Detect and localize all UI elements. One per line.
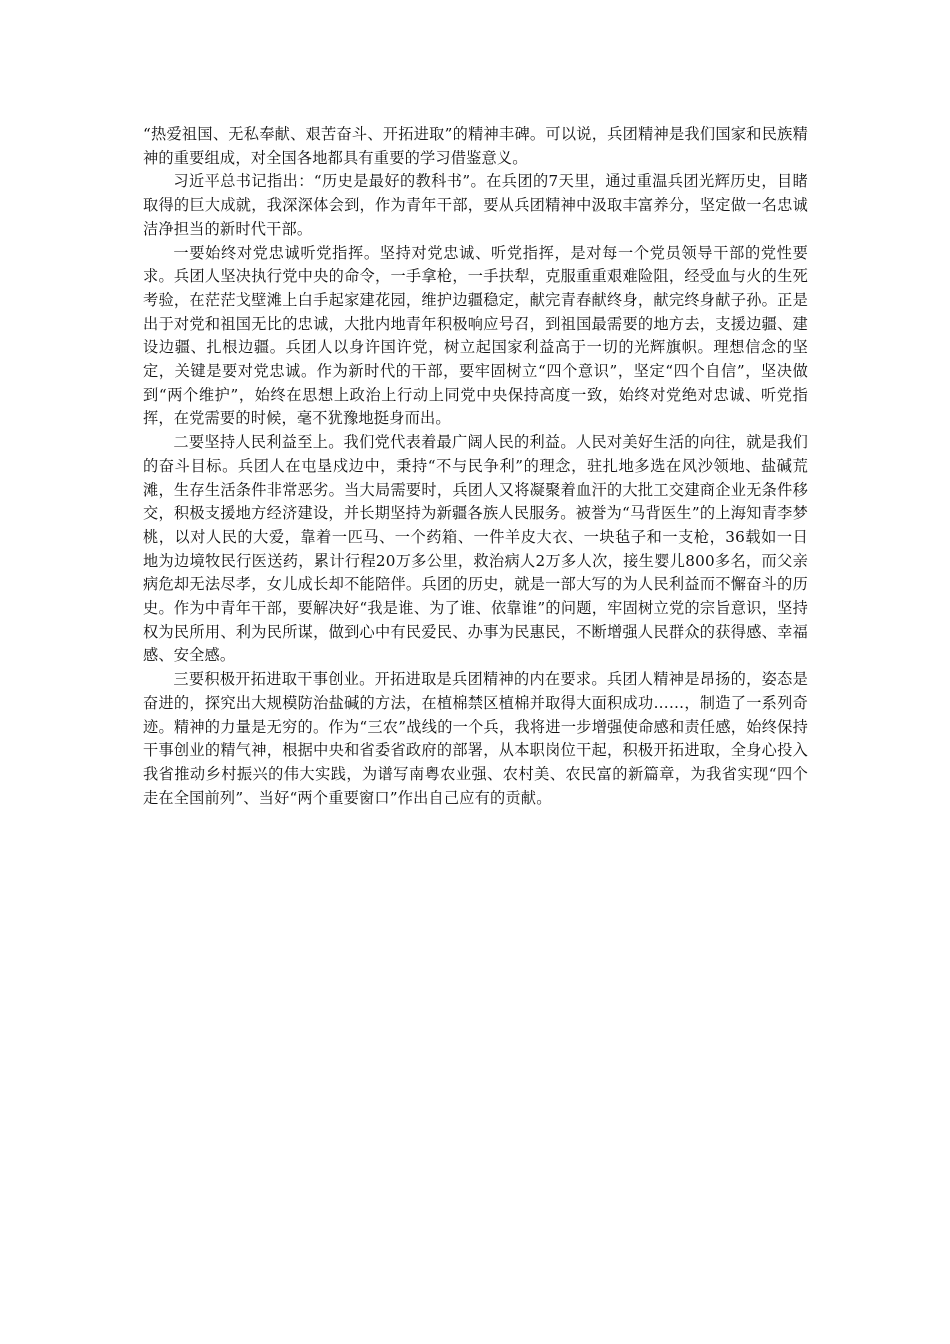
paragraph-1: “热爱祖国、无私奉献、艰苦奋斗、开拓进取”的精神丰碑。可以说，兵团精神是我们国家和民族精神的重要组成，对全国各地都具有重要的学习借鉴意义。	[143, 125, 808, 167]
paragraph-4: 二要坚持人民利益至上。我们党代表着最广阔人民的利益。人民对美好生活的向往，就是我们的奋斗目标。兵团人在屯垦戍边中，秉持“不与民争利”的理念，驻扎地多选在风沙领地、盐碱荒滩，生存生活条件非常恶劣。当大局需要时，兵团人又将凝聚着血汗的大批工交建商企业无条件移交，积极支援地方经济建设，并长期坚持为新疆各族人民服务。被誉为“马背医生”的上海知青李梦桃，以对人民的大爱，靠着一匹马、一个药箱、一件羊皮大衣、一块毡子和一支枪，36载如一日地为边境牧民行医送药，累计行程20万多公里，救治病人2万多人次，接生婴儿800多名，而父亲病危却无法尽孝，女儿成长却不能陪伴。兵团的历史，就是一部大写的为人民利益而不懈奋斗的历史。作为中青年干部，要解决好“我是谁、为了谁、依靠谁”的问题，牢固树立党的宗旨意识，坚持权为民所用、利为民所谋，做到心中有民爱民、办事为民惠民，不断增强人民群众的获得感、幸福感、安全感。	[143, 433, 808, 665]
paragraph-5: 三要积极开拓进取干事创业。开拓进取是兵团精神的内在要求。兵团人精神是昂扬的，姿态是奋进的，探究出大规模防治盐碱的方法，在植棉禁区植棉并取得大面积成功……，制造了一系列奇迹。精神的力量是无穷的。作为“三农”战线的一个兵，我将进一步增强使命感和责任感，始终保持干事创业的精气神，根据中央和省委省政府的部署，从本职岗位干起，积极开拓进取，全身心投入我省推动乡村振兴的伟大实践，为谱写南粤农业强、农村美、农民富的新篇章，为我省实现“四个走在全国前列”、当好“两个重要窗口”作出自己应有的贡献。	[143, 670, 808, 807]
document-body	[143, 123, 808, 810]
paragraph-2: 习近平总书记指出：“历史是最好的教科书”。在兵团的7天里，通过重温兵团光辉历史，目睹取得的巨大成就，我深深体会到，作为青年干部，要从兵团精神中汲取丰富养分，坚定做一名忠诚洁净担当的新时代干部。	[143, 172, 808, 238]
paragraph-3: 一要始终对党忠诚听党指挥。坚持对党忠诚、听党指挥，是对每一个党员领导干部的党性要求。兵团人坚决执行党中央的命令，一手拿枪，一手扶犁，克服重重艰难险阻，经受血与火的生死考验，在茫茫戈壁滩上白手起家建花园，维护边疆稳定，献完青春献终身，献完终身献子孙。正是出于对党和祖国无比的忠诚，大批内地青年积极响应号召，到祖国最需要的地方去，支援边疆、建设边疆、扎根边疆。兵团人以身许国许党，树立起国家利益高于一切的光辉旗帜。理想信念的坚定，关键是要对党忠诚。作为新时代的干部，要牢固树立“四个意识”，坚定“四个自信”，坚决做到“两个维护”，始终在思想上政治上行动上同党中央保持高度一致，始终对党绝对忠诚、听党指挥，在党需要的时候，毫不犹豫地挺身而出。	[143, 243, 808, 428]
